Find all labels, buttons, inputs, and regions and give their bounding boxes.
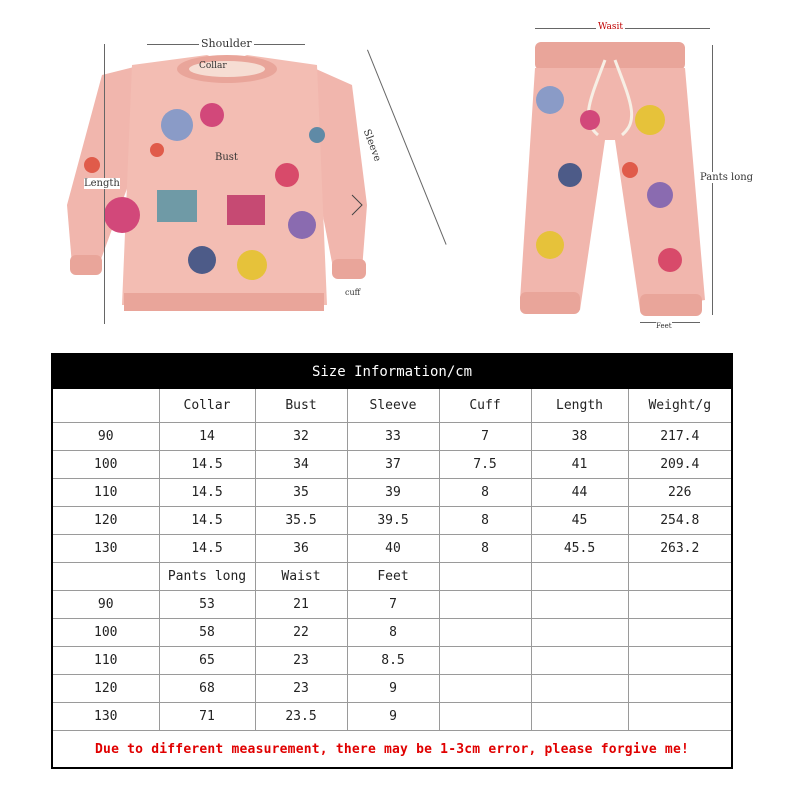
- table-cell: [531, 675, 628, 703]
- table-cell: 226: [628, 479, 732, 507]
- table-cell: [628, 675, 732, 703]
- table-cell: 39.5: [347, 507, 439, 535]
- table-cell: [531, 591, 628, 619]
- header-cell: Weight/g: [628, 389, 732, 423]
- table-cell: 53: [159, 591, 255, 619]
- table-cell: 21: [255, 591, 347, 619]
- table-cell: [439, 647, 531, 675]
- table-row: [52, 675, 732, 703]
- table-cell: [628, 647, 732, 675]
- table-row: [52, 703, 732, 731]
- table-cell: 217.4: [628, 423, 732, 451]
- table-cell: 8.5: [347, 647, 439, 675]
- size-table: [51, 353, 733, 769]
- header-cell: Feet: [347, 563, 439, 591]
- table-cell: 9: [347, 675, 439, 703]
- table-cell: 65: [159, 647, 255, 675]
- header-cell: [628, 563, 732, 591]
- header-cell: Waist: [255, 563, 347, 591]
- table-cell: 8: [439, 479, 531, 507]
- table-cell: [531, 619, 628, 647]
- table-cell: 100: [52, 619, 159, 647]
- table-cell: 90: [52, 591, 159, 619]
- table-cell: 14: [159, 423, 255, 451]
- table-row: [52, 619, 732, 647]
- table-cell: 22: [255, 619, 347, 647]
- table-cell: 35.5: [255, 507, 347, 535]
- table-cell: 58: [159, 619, 255, 647]
- table-cell: [439, 703, 531, 731]
- header-cell: Length: [531, 389, 628, 423]
- table-cell: 110: [52, 479, 159, 507]
- header-cell: Collar: [159, 389, 255, 423]
- table-cell: 254.8: [628, 507, 732, 535]
- sleeve-line: [367, 50, 447, 245]
- table-cell: 45.5: [531, 535, 628, 563]
- table-row: [52, 507, 732, 535]
- table-cell: 120: [52, 507, 159, 535]
- table-cell: 34: [255, 451, 347, 479]
- table-cell: 36: [255, 535, 347, 563]
- table-cell: 7: [439, 423, 531, 451]
- length-label: Length: [84, 178, 120, 189]
- table-cell: 41: [531, 451, 628, 479]
- table-cell: 130: [52, 535, 159, 563]
- table-row: [52, 535, 732, 563]
- table-cell: 8: [439, 535, 531, 563]
- table-cell: 44: [531, 479, 628, 507]
- table-cell: 120: [52, 675, 159, 703]
- table-cell: 45: [531, 507, 628, 535]
- table-title: Size Information/cm: [52, 354, 732, 389]
- table-cell: 33: [347, 423, 439, 451]
- table-cell: 38: [531, 423, 628, 451]
- table-cell: 23: [255, 675, 347, 703]
- table-cell: [439, 675, 531, 703]
- table-cell: 110: [52, 647, 159, 675]
- table-cell: 263.2: [628, 535, 732, 563]
- table-cell: 14.5: [159, 451, 255, 479]
- table-cell: 40: [347, 535, 439, 563]
- table-cell: 7.5: [439, 451, 531, 479]
- header-cell: Pants long: [159, 563, 255, 591]
- table-cell: 9: [347, 703, 439, 731]
- table-cell: 8: [439, 507, 531, 535]
- table-cell: 90: [52, 423, 159, 451]
- table-cell: 209.4: [628, 451, 732, 479]
- pants-long-label: Pants long: [700, 172, 754, 183]
- shoulder-label: Shoulder: [201, 37, 252, 50]
- pants-image: [510, 30, 710, 330]
- table-cell: 23.5: [255, 703, 347, 731]
- table-cell: [628, 703, 732, 731]
- table-cell: 35: [255, 479, 347, 507]
- waist-label: Wasit: [598, 22, 623, 32]
- table-row: [52, 451, 732, 479]
- table-cell: [439, 619, 531, 647]
- pants-drawing: [510, 30, 710, 330]
- table-cell: [531, 703, 628, 731]
- table-cell: [628, 619, 732, 647]
- table-row: [52, 591, 732, 619]
- measurement-note: Due to different measurement, there may be 1-3cm error, please forgive me!: [52, 731, 732, 769]
- table-cell: 39: [347, 479, 439, 507]
- table-row: [52, 479, 732, 507]
- header-cell: Sleeve: [347, 389, 439, 423]
- table-cell: 8: [347, 619, 439, 647]
- table-cell: 130: [52, 703, 159, 731]
- header-cell: Bust: [255, 389, 347, 423]
- table-cell: 14.5: [159, 535, 255, 563]
- top-header-row: [52, 389, 732, 423]
- header-cell: [52, 563, 159, 591]
- table-cell: 71: [159, 703, 255, 731]
- bust-label: Bust: [215, 152, 238, 163]
- table-row: [52, 423, 732, 451]
- table-row: [52, 647, 732, 675]
- header-cell: [439, 563, 531, 591]
- note-row: [52, 731, 732, 769]
- header-cell: [52, 389, 159, 423]
- table-cell: 23: [255, 647, 347, 675]
- table-cell: 7: [347, 591, 439, 619]
- cuff-label: cuff: [345, 288, 361, 297]
- header-cell: Cuff: [439, 389, 531, 423]
- feet-label: Feet: [656, 322, 672, 330]
- collar-label: Collar: [199, 61, 227, 71]
- table-cell: 32: [255, 423, 347, 451]
- table-cell: [531, 647, 628, 675]
- table-cell: 100: [52, 451, 159, 479]
- header-cell: [531, 563, 628, 591]
- table-cell: 37: [347, 451, 439, 479]
- pants-header-row: [52, 563, 732, 591]
- table-title-row: [52, 354, 732, 389]
- table-cell: 14.5: [159, 479, 255, 507]
- table-cell: [439, 591, 531, 619]
- table-cell: 14.5: [159, 507, 255, 535]
- sleeve-label: Sleeve: [360, 127, 383, 164]
- table-cell: 68: [159, 675, 255, 703]
- table-cell: [628, 591, 732, 619]
